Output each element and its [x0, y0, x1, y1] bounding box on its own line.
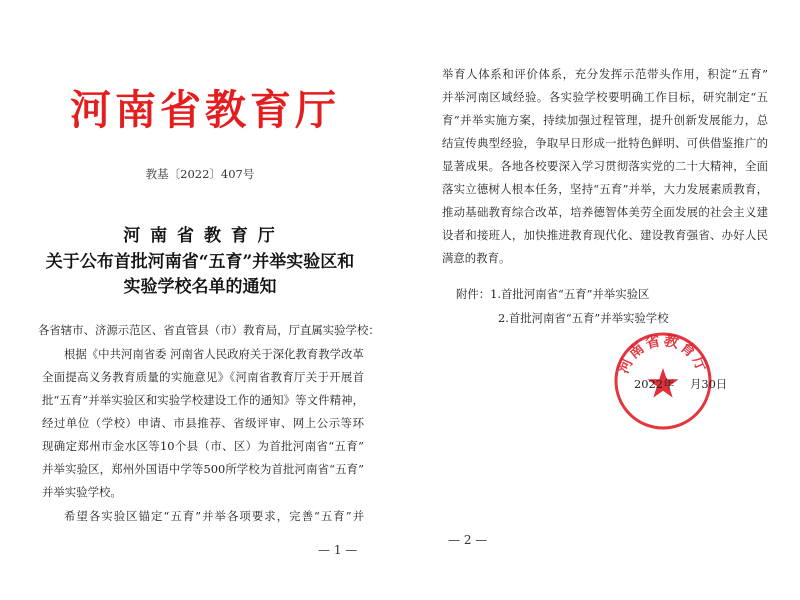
date-day: 月30日: [690, 377, 728, 391]
salutation: 各省辖市、济源示范区、省直管县（市）教育局，厅直属实验学校：: [38, 323, 380, 337]
body-line: 经过单位（学校）申请、市县推荐、省级评审、网上公示等环: [42, 416, 364, 430]
body-line: 落实立德树人根本任务，坚持“五育”并举，大力发展素质教育，: [442, 182, 768, 196]
page-number: — 1 —: [318, 543, 358, 557]
body-line: 希望各实验区锚定“五育”并举各项要求，完善“五育”并: [64, 509, 364, 523]
body-line: 并举实验学校。: [42, 485, 122, 499]
body-line: 满意的教育。: [442, 251, 511, 265]
body-line: 并举实验区，郑州外国语中学等500所学校为首批河南省“五育”: [42, 462, 364, 476]
attachment-item-2: 2.首批河南省“五育”并举实验学校: [498, 311, 669, 325]
attachment-item-1: 附件：1.首批河南省“五育”并举实验区: [456, 287, 650, 301]
date-year: 2022年: [634, 377, 675, 391]
body-line: 并举河南区域经验。各实验学校要明确工作目标，研究制定“五: [442, 90, 768, 104]
body-line: 设者和接班人，加快推进教育现代化、建设教育强省、办好人民: [442, 228, 768, 242]
svg-text:河南省教育厅: 河南省教育厅: [614, 331, 712, 376]
body-line: 现确定郑州市金水区等10个县（市、区）为首批河南省“五育”: [42, 439, 364, 453]
body-line: 全面提高义务教育质量的实施意见》《河南省教育厅关于开展首: [42, 370, 364, 384]
body-line: 育”并举实施方案，持续加强过程管理，提升创新发展能力，总: [442, 113, 768, 127]
page-number: — 2 —: [448, 533, 488, 547]
agency-header: 河南省教育厅: [70, 86, 340, 134]
body-line: 结宣传典型经验，争取早日形成一批特色鲜明、可供借鉴推广的: [442, 136, 768, 150]
document-number: 教基〔2022〕407号: [145, 167, 255, 181]
title-line-1: 河 南 省 教 育 厅: [123, 226, 277, 246]
body-line: 举育人体系和评价体系，充分发挥示范带头作用，积淀“五育”: [442, 67, 768, 81]
body-line: 显著成果。各地各校要深入学习贯彻落实党的二十大精神，全面: [442, 159, 768, 173]
title-line-3: 实验学校名单的通知: [123, 277, 277, 297]
body-line: 根据《中共河南省委 河南省人民政府关于深化教育教学改革: [64, 347, 364, 361]
title-line-2: 关于公布首批河南省“五育”并举实验区和: [45, 252, 355, 272]
page-2: [408, 0, 800, 600]
body-line: 推动基础教育综合改革，培养德智体美劳全面发展的社会主义建: [442, 205, 768, 219]
body-line: 批“五育”并举实验区和实验学校建设工作的通知》等文件精神，: [42, 393, 364, 407]
